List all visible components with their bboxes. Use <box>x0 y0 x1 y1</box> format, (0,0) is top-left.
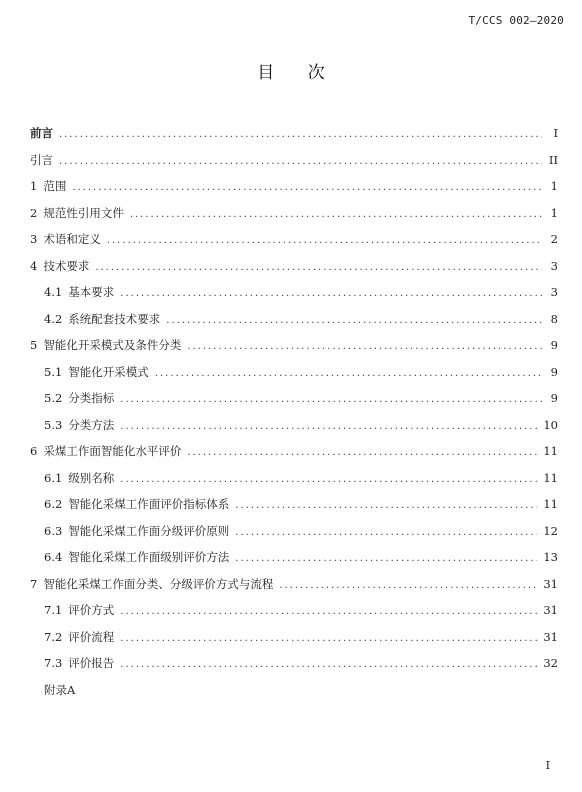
toc-entry-page: I <box>553 126 558 140</box>
toc-entry-page: 31 <box>543 576 558 591</box>
toc-entry-number: 6.4 <box>44 550 63 564</box>
toc-entry-title: 引言 <box>30 152 53 167</box>
toc-entry-number: 2 <box>30 205 38 220</box>
toc-entry-title: 术语和定义 <box>43 232 101 246</box>
toc-entry-title: 级别名称 <box>68 470 115 485</box>
toc-entry-page: 3 <box>550 258 558 273</box>
toc-entry-title: 附录A <box>44 682 76 697</box>
toc-entry[interactable] <box>30 417 558 444</box>
toc-entry-page: 11 <box>543 497 558 511</box>
toc-entry-title: 评价报告 <box>68 656 115 670</box>
toc-dot-leader <box>120 394 542 405</box>
toc-entry-page: 9 <box>550 391 558 405</box>
toc-entry-number: 4.1 <box>44 285 63 299</box>
toc-entry-page: 12 <box>543 523 558 538</box>
toc-entry[interactable] <box>30 258 558 285</box>
toc-entry[interactable] <box>30 364 558 391</box>
toc-dot-leader <box>187 341 542 352</box>
toc-entry-number: 7.1 <box>44 603 63 617</box>
toc-dot-leader <box>166 315 542 326</box>
page-title: 目 次 <box>257 63 339 83</box>
toc-entry-page: 1 <box>550 179 558 193</box>
toc-entry-page: 11 <box>543 470 558 485</box>
toc-entry-title: 评价方式 <box>68 603 115 617</box>
toc-entry-page: 2 <box>550 232 558 246</box>
toc-entry[interactable] <box>30 284 558 311</box>
toc-entry-title: 分类指标 <box>68 391 115 405</box>
toc-entry[interactable] <box>30 205 558 232</box>
toc-dot-leader <box>155 368 542 379</box>
toc-entry-page: 11 <box>543 444 558 458</box>
toc-entry-page: 10 <box>543 417 558 432</box>
toc-entry[interactable] <box>30 337 558 364</box>
toc-entry[interactable] <box>30 470 558 497</box>
toc-entry[interactable] <box>30 390 558 417</box>
toc-entry[interactable] <box>30 655 558 682</box>
toc-dot-leader <box>120 474 537 485</box>
toc-dot-leader <box>120 659 537 670</box>
toc-entry[interactable] <box>30 682 558 709</box>
toc-entry-number: 6.1 <box>44 470 63 485</box>
toc-dot-leader <box>120 421 537 432</box>
toc-entry-title: 系统配套技术要求 <box>68 311 161 326</box>
toc-entry[interactable] <box>30 523 558 550</box>
toc-entry[interactable] <box>30 178 558 205</box>
toc-entry-page: 1 <box>550 205 558 220</box>
toc-entry-title: 智能化开采模式及条件分类 <box>43 338 182 352</box>
toc-entry-page: 3 <box>550 285 558 299</box>
toc-entry-number: 5.3 <box>44 417 63 432</box>
toc-entry-number: 5.1 <box>44 364 63 379</box>
table-of-contents <box>30 125 558 708</box>
toc-dot-leader <box>120 606 537 617</box>
toc-entry-title: 智能化采煤工作面分级评价原则 <box>68 523 230 538</box>
toc-dot-leader <box>72 182 542 193</box>
toc-entry-number: 6.3 <box>44 523 63 538</box>
toc-entry-page: II <box>548 152 558 167</box>
toc-dot-leader <box>187 447 537 458</box>
toc-dot-leader <box>120 633 537 644</box>
toc-entry[interactable] <box>30 311 558 338</box>
toc-entry-title: 评价流程 <box>68 629 115 644</box>
toc-dot-leader <box>59 129 542 140</box>
toc-entry[interactable] <box>30 125 558 152</box>
toc-entry-number: 6.2 <box>44 497 63 511</box>
toc-entry-number: 4 <box>30 258 38 273</box>
toc-entry-title: 基本要求 <box>68 285 115 299</box>
toc-entry-title: 智能化采煤工作面分类、分级评价方式与流程 <box>43 576 274 591</box>
toc-dot-leader <box>95 262 542 273</box>
toc-entry-title: 采煤工作面智能化水平评价 <box>43 444 182 458</box>
toc-dot-leader <box>279 580 537 591</box>
toc-entry-title: 分类方法 <box>68 417 115 432</box>
toc-entry[interactable] <box>30 602 558 629</box>
toc-entry[interactable] <box>30 629 558 656</box>
document-code: T/CCS 002—2020 <box>468 14 564 27</box>
toc-dot-leader <box>120 288 542 299</box>
toc-entry-page: 9 <box>550 364 558 379</box>
footer-page-number: I <box>545 759 550 772</box>
toc-entry-page: 32 <box>543 656 558 670</box>
toc-entry-title: 前言 <box>30 126 53 140</box>
toc-entry-number: 7 <box>30 576 38 591</box>
toc-entry-number: 5 <box>30 338 38 352</box>
toc-entry-number: 1 <box>30 179 38 193</box>
toc-entry-page: 31 <box>543 629 558 644</box>
toc-entry-number: 4.2 <box>44 311 63 326</box>
toc-entry-number: 3 <box>30 232 38 246</box>
toc-dot-leader <box>107 235 542 246</box>
toc-entry-number: 7.3 <box>44 656 63 670</box>
toc-entry-page: 8 <box>550 311 558 326</box>
toc-dot-leader <box>130 209 542 220</box>
toc-entry-number: 5.2 <box>44 391 63 405</box>
toc-entry-title: 技术要求 <box>43 258 90 273</box>
toc-entry[interactable] <box>30 576 558 603</box>
toc-entry[interactable] <box>30 549 558 576</box>
toc-entry-page: 13 <box>543 550 558 564</box>
toc-entry-title: 智能化采煤工作面级别评价方法 <box>68 550 230 564</box>
toc-entry-title: 规范性引用文件 <box>43 205 124 220</box>
toc-dot-leader <box>235 500 537 511</box>
toc-entry-title: 范围 <box>43 179 67 193</box>
toc-entry[interactable] <box>30 152 558 179</box>
toc-entry[interactable] <box>30 443 558 470</box>
toc-entry-title: 智能化开采模式 <box>68 364 149 379</box>
toc-dot-leader <box>235 527 537 538</box>
toc-entry-number: 6 <box>30 444 38 458</box>
toc-entry[interactable] <box>30 231 558 258</box>
toc-entry-page: 9 <box>550 338 558 352</box>
toc-entry-title: 智能化采煤工作面评价指标体系 <box>68 497 230 511</box>
toc-entry[interactable] <box>30 496 558 523</box>
toc-entry-page: 31 <box>543 603 558 617</box>
toc-dot-leader <box>235 553 537 564</box>
toc-entry-number: 7.2 <box>44 629 63 644</box>
toc-dot-leader <box>59 156 542 167</box>
